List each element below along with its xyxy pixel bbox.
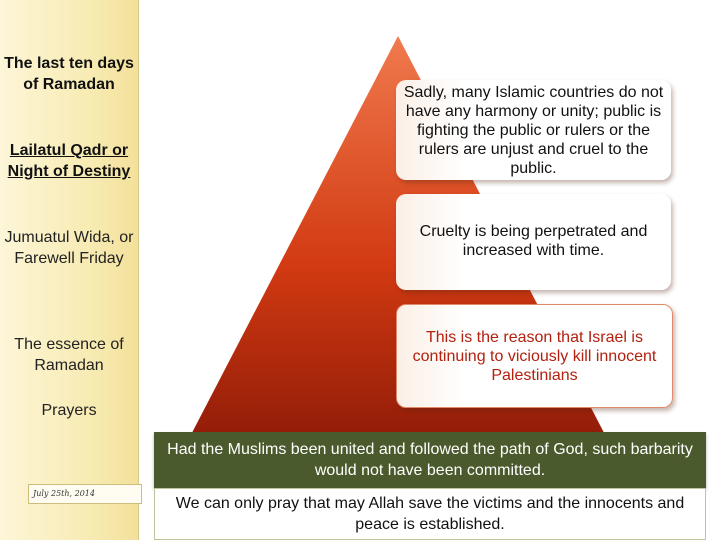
conclusion-text: Had the Muslims been united and followed the path of God, such barbarity would not have been committed. bbox=[167, 441, 693, 479]
pyramid-card-disunity bbox=[396, 80, 671, 180]
pyramid-card-cruelty bbox=[396, 194, 671, 290]
nav-item-jumuatul-wida[interactable]: Jumuatul Wida, or Farewell Friday bbox=[4, 229, 134, 267]
nav-item-prayers[interactable]: Prayers bbox=[41, 402, 97, 419]
nav-item-lailatul-qadr[interactable]: Lailatul Qadr or Night of Destiny bbox=[7, 142, 131, 180]
prayer-text: We can only pray that may Allah save the victims and the innocents and peace is established. bbox=[175, 495, 685, 533]
prayer-banner bbox=[154, 488, 706, 540]
conclusion-banner bbox=[154, 432, 706, 488]
pyramid-card-israel bbox=[396, 304, 673, 408]
pyramid-card-text: Sadly, many Islamic countries do not have any harmony or unity; public is fighting the public or rulers or the rulers are unjust and cruel to the public. bbox=[403, 83, 664, 177]
nav-item-essence-of-ramadan[interactable]: The essence of Ramadan bbox=[14, 336, 124, 374]
pyramid-card-text: This is the reason that Israel is continuing to viciously kill innocent Palestinians bbox=[412, 328, 657, 384]
date-label: July 25th, 2014 bbox=[28, 484, 142, 504]
nav-item-last-ten-days[interactable]: The last ten days of Ramadan bbox=[4, 55, 134, 93]
pyramid-card-text: Cruelty is being perpetrated and increased with time. bbox=[419, 223, 648, 259]
